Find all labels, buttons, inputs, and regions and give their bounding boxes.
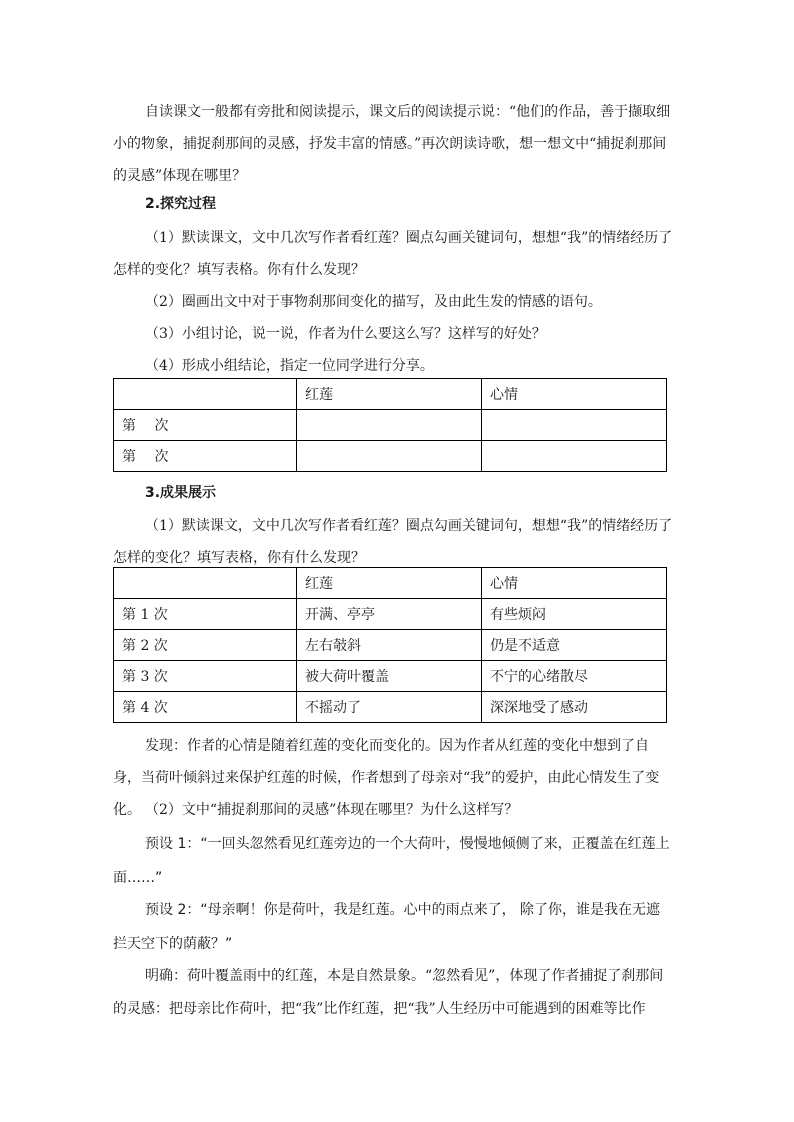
section2-table [113,378,667,472]
preset-2: 预设 2：“母亲啊！你是荷叶，我是红莲。心中的雨点来了， 除了你，谁是我在无遮拦天空下的荫蔽？” [113,902,661,952]
table-cell: 第 1 次 [114,599,297,630]
table-cell [482,441,667,472]
table-cell: 心情 [482,379,667,410]
intro-paragraph: 自读课文一般都有旁批和阅读提示，课文后的阅读提示说：“他们的作品，善于撷取细小的物象，捕捉刹那间的灵感，抒发丰富的情感。”再次朗读诗歌，想一想文中“捕捉刹那间的灵感”体现在哪里？ [113,104,671,184]
table-cell [114,379,297,410]
table-row [114,441,667,472]
table-cell: 开满、亭亭 [297,599,482,630]
table-cell [297,410,482,441]
table-cell: 第 次 [114,441,297,472]
table-row [114,599,667,630]
table-cell: 有些烦闷 [482,599,667,630]
table-cell: 仍是不适意 [482,630,667,661]
table-cell: 红莲 [297,379,482,410]
table-cell [297,441,482,472]
finding-paragraph: 发现：作者的心情是随着红莲的变化而变化的。因为作者从红莲的变化中想到了自身，当荷叶倾斜过来保护红莲的时候，作者想到了母亲对“我”的爱护，由此心情发生了变化。 [113,738,660,818]
section2-item-3: （3）小组讨论，说一说，作者为什么要这么写？这样写的好处？ [145,326,546,342]
table-cell: 第 次 [114,410,297,441]
section3-heading: 3.成果展示 [145,485,217,501]
table-cell [482,410,667,441]
table-cell: 不宁的心绪散尽 [482,661,667,692]
table-row [114,410,667,441]
table-row [114,692,667,723]
table-cell: 左右攲斜 [297,630,482,661]
table-cell: 红莲 [297,568,482,599]
table-header-row [114,379,667,410]
clarify-paragraph: 明确：荷叶覆盖雨中的红莲，本是自然景象。“忽然看见”，体现了作者捕捉了刹那间的灵感：把母亲比作荷叶，把“我”比作红莲，把“我”人生经历中可能遇到的困难等比作 [113,968,664,1017]
table-cell: 第 3 次 [114,661,297,692]
table-cell [114,568,297,599]
section3-item-2: （2）文中“捕捉刹那间的灵感”体现在哪里？为什么这样写？ [145,802,519,818]
section3-table [113,567,667,723]
section2-heading: 2.探究过程 [145,196,217,212]
section2-item-1: （1）默读课文，文中几次写作者看红莲？圈点勾画关键词句，想想“我”的情绪经历了怎样的变化？填写表格。你有什么发现？ [113,230,673,278]
section2-item-4: （4）形成小组结论，指定一位同学进行分享。 [145,358,434,374]
table-header-row [114,568,667,599]
section2-item-2: （2）圈画出文中对于事物刹那间变化的描写，及由此生发的情感的语句。 [145,294,602,310]
table-cell: 心情 [482,568,667,599]
table-row [114,630,667,661]
preset-1: 预设 1：“一回头忽然看见红莲旁边的一个大荷叶，慢慢地倾侧了来，正覆盖在红莲上面……” [113,836,670,886]
table-cell: 第 2 次 [114,630,297,661]
section3-item-1: （1）默读课文，文中几次写作者看红莲？圈点勾画关键词句，想想“我”的情绪经历了怎样的变化？填写表格，你有什么发现？ [113,518,673,566]
table-cell: 不摇动了 [297,692,482,723]
table-row [114,661,667,692]
table-cell: 第 4 次 [114,692,297,723]
table-cell: 被大荷叶覆盖 [297,661,482,692]
table-cell: 深深地受了感动 [482,692,667,723]
